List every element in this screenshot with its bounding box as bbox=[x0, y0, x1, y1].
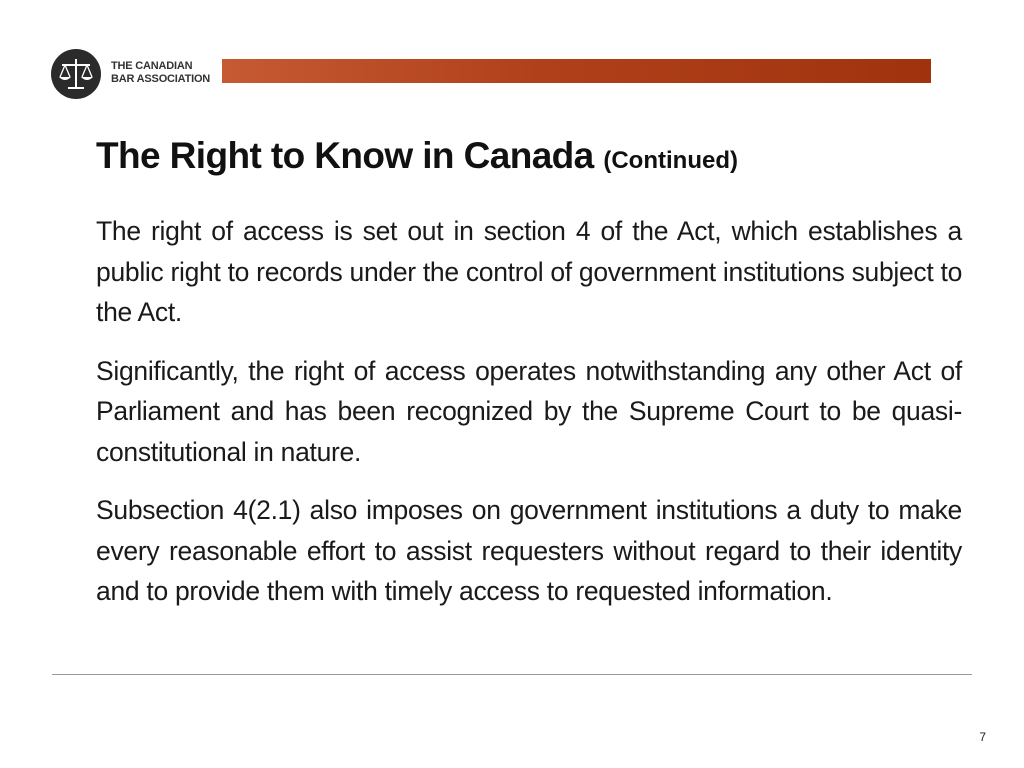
organization-name-line2: BAR ASSOCIATION bbox=[111, 73, 211, 85]
scales-of-justice-icon bbox=[50, 48, 102, 100]
slide-title-main: The Right to Know in Canada bbox=[96, 135, 594, 176]
slide-title-suffix: (Continued) bbox=[603, 147, 738, 174]
body-paragraph-3: Subsection 4(2.1) also imposes on government institutions a duty to make every reasonable effort to assist requesters without regard to their identity and to provide them with timely access to requested information. bbox=[96, 495, 962, 606]
footer-divider bbox=[52, 674, 972, 675]
slide-body bbox=[96, 211, 962, 630]
organization-name-line1: THE CANADIAN bbox=[111, 60, 193, 72]
body-paragraph-1: The right of access is set out in section 4 of the Act, which establishes a public right to records under the control of government institutions subject to the Act. bbox=[96, 216, 963, 327]
slide-title bbox=[96, 132, 738, 185]
body-paragraph-2: Significantly, the right of access operates notwithstanding any other Act of Parliament and has been recognized by the Supreme Court to be quasi-constitutional in nature. bbox=[96, 355, 962, 467]
organization-name bbox=[111, 60, 221, 86]
header-accent-bar bbox=[222, 59, 931, 83]
page-number: 7 bbox=[979, 730, 986, 744]
